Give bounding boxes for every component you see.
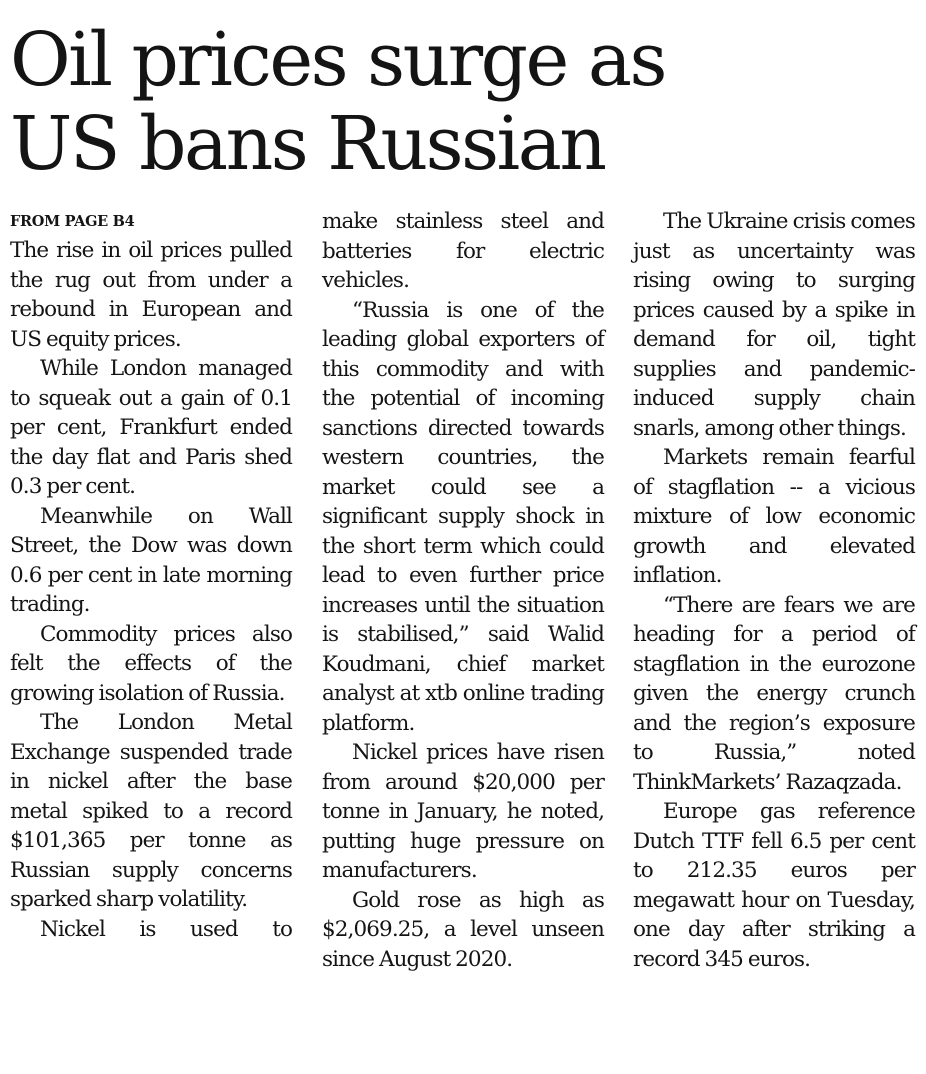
article-column-1 <box>10 236 292 944</box>
paragraph: Nickel is used to <box>40 916 292 942</box>
headline <box>10 18 910 186</box>
paragraph: Nickel prices have risen from around $20,000 per tonne in January, he noted, putting huge pressure on manufacturers. <box>322 740 604 883</box>
paragraph: Commodity prices also felt the effects of the growing isolation of Russia. <box>10 621 292 706</box>
paragraph: Europe gas reference Dutch TTF fell 6.5 per cent to 212.35 euros per megawatt hour on Tuesday, one day after striking a record 345 euros. <box>633 799 915 972</box>
paragraph: The rise in oil prices pulled the rug out from under a rebound in European and US equity prices. <box>10 238 292 352</box>
headline-line-1: Oil prices surge as <box>10 17 665 103</box>
paragraph: “Russia is one of the leading global exporters of this commodity and with the potential of incoming sanctions directed towards western countries, the market could see a significant supply shock in the short term which could lead to even further price increases until the situation is stabilised,” said Walid Koudmani, chief market analyst at xtb online trading platform. <box>322 297 604 736</box>
paragraph: The Ukraine crisis comes just as uncertainty was rising owing to surging prices caused by a spike in demand for oil, tight supplies and pandemic-induced supply chain snarls, among other things. <box>633 209 915 441</box>
article-column-3 <box>633 207 915 974</box>
continued-from-kicker: FROM PAGE B4 <box>10 213 135 230</box>
paragraph: “There are fears we are heading for a period of stagflation in the eurozone given the energy crunch and the region’s exposure to Russia,” noted ThinkMarkets’ Razaqzada. <box>633 592 915 795</box>
paragraph: make stainless steel and batteries for electric vehicles. <box>322 209 604 293</box>
paragraph: While London managed to squeak out a gain of 0.1 per cent, Frankfurt ended the day flat and Paris shed 0.3 per cent. <box>10 356 292 499</box>
article-column-2 <box>322 207 604 974</box>
paragraph: Markets remain fearful of stagflation -- a vicious mixture of low economic growth and elevated inflation. <box>633 445 915 588</box>
paragraph: Gold rose as high as $2,069.25, a level unseen since August 2020. <box>322 887 604 972</box>
paragraph: The London Metal Exchange suspended trade in nickel after the base metal spiked to a record $101,365 per tonne as Russian supply concerns sparked sharp volatility. <box>10 710 292 912</box>
headline-line-2: US bans Russian <box>10 101 605 187</box>
paragraph: Meanwhile on Wall Street, the Dow was down 0.6 per cent in late morning trading. <box>10 503 292 617</box>
